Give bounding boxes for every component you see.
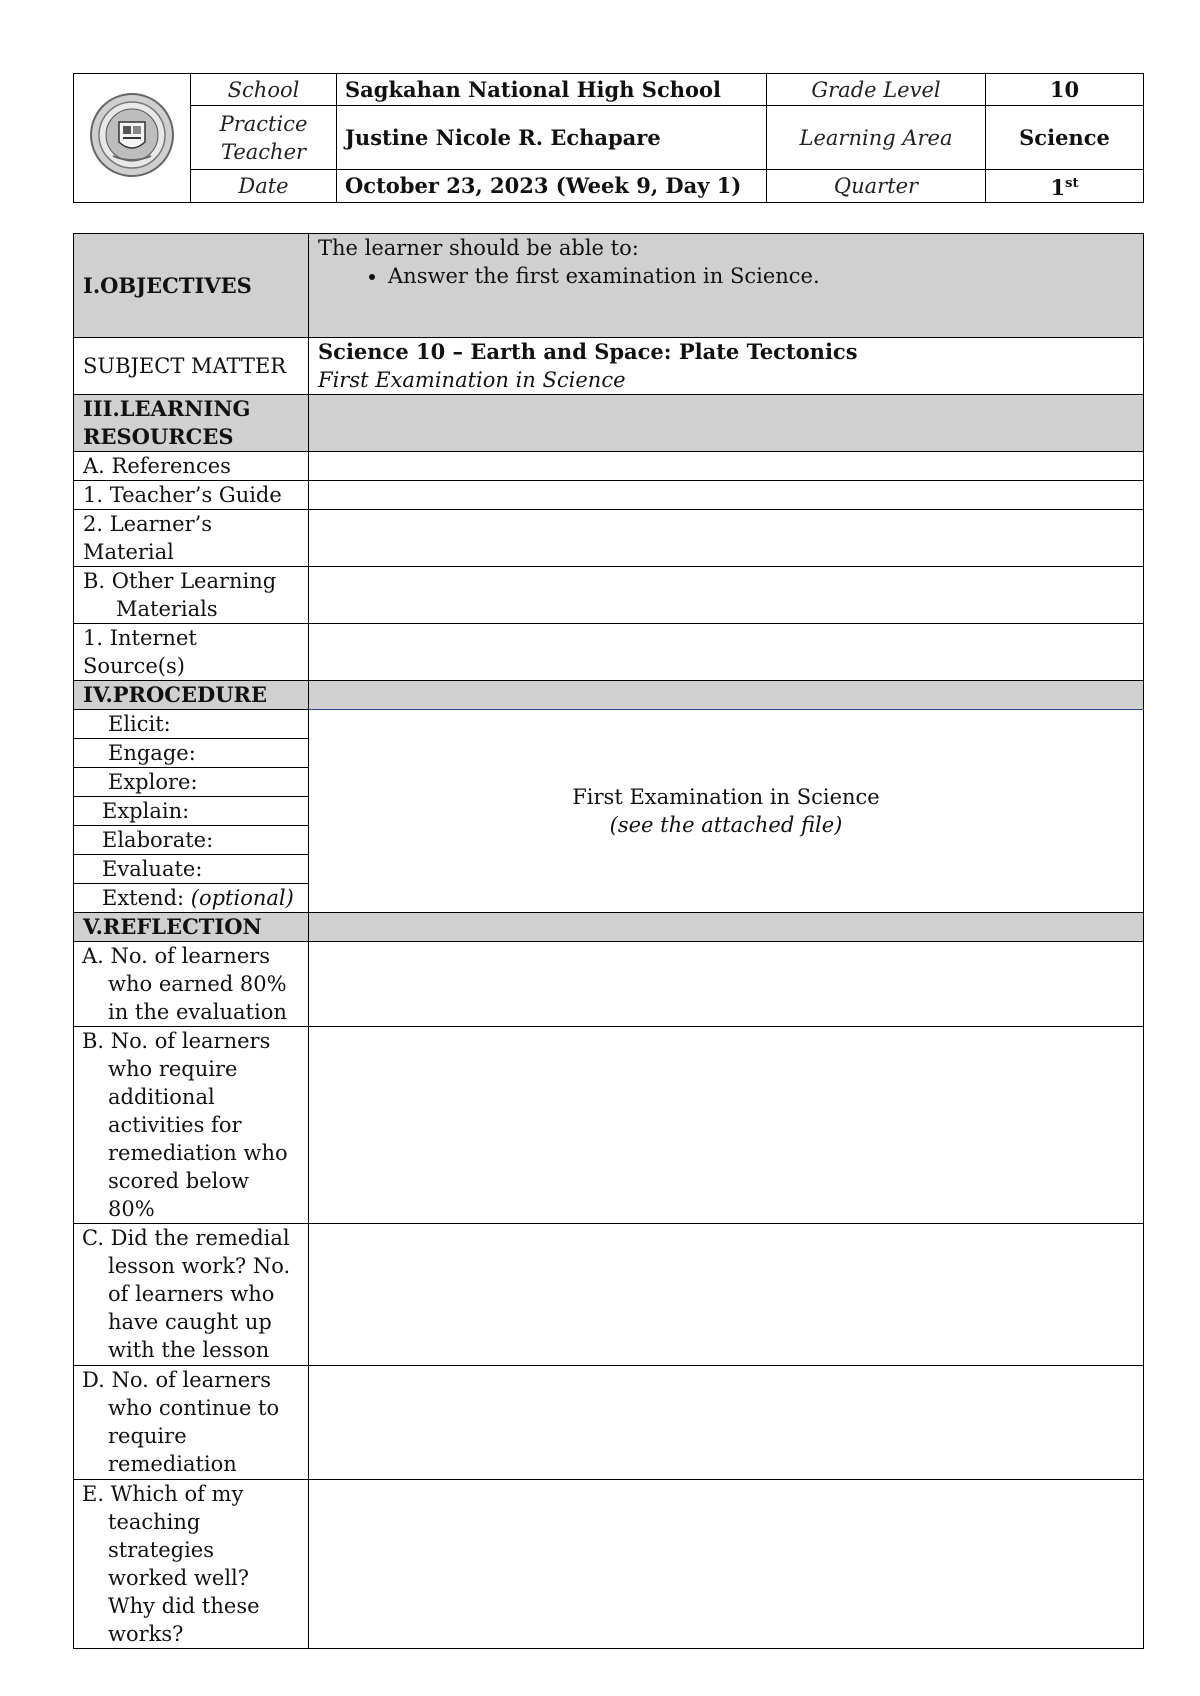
lesson-plan-table	[73, 233, 1144, 1649]
learning-resources-heading	[74, 395, 309, 452]
reflection-heading: V.REFLECTION	[74, 913, 309, 942]
date-label: Date	[191, 170, 337, 203]
references-blank	[309, 452, 1144, 481]
objective-item: • Answer the first examination in Science.	[388, 262, 1134, 290]
procedure-heading: IV.PROCEDURE	[74, 681, 309, 710]
objectives-content	[309, 234, 1144, 338]
other-materials-label	[74, 567, 309, 624]
subject-matter-heading: SUBJECT MATTER	[74, 338, 309, 395]
practice-teacher-label	[191, 106, 337, 170]
reflection-item-b: B. No. of learners who require additional activities for remediation who scored below 80%	[74, 1027, 309, 1224]
procedure-extend-note: (optional)	[190, 886, 294, 910]
quarter-value	[986, 170, 1144, 203]
learning-resources-heading-line2: RESOURCES	[83, 424, 234, 449]
other-materials-line1: B. Other Learning	[83, 569, 277, 593]
reflection-heading-blank	[309, 913, 1144, 942]
objectives-heading: I.OBJECTIVES	[74, 234, 309, 338]
learning-area-label: Learning Area	[767, 106, 986, 170]
practice-teacher-label-line1: Practice	[219, 111, 308, 136]
reflection-item-a: A. No. of learners who earned 80% in the evaluation	[74, 942, 309, 1027]
references-label: A. References	[74, 452, 309, 481]
date-value: October 23, 2023 (Week 9, Day 1)	[337, 170, 767, 203]
other-materials-blank	[309, 567, 1144, 624]
procedure-elaborate: Elaborate:	[74, 826, 309, 855]
reflection-item-c-blank	[309, 1224, 1144, 1366]
subject-matter-title: Science 10 – Earth and Space: Plate Tectonics	[318, 339, 858, 364]
procedure-content	[309, 710, 1144, 913]
procedure-heading-blank	[309, 681, 1144, 710]
objectives-intro: The learner should be able to:	[318, 236, 639, 260]
procedure-explore: Explore:	[74, 768, 309, 797]
learning-resources-blank	[309, 395, 1144, 452]
teachers-guide-label: 1. Teacher’s Guide	[74, 481, 309, 510]
quarter-suffix: st	[1065, 176, 1079, 191]
practice-teacher-label-line2: Teacher	[220, 139, 307, 164]
objectives-list	[318, 262, 1134, 290]
procedure-elicit: Elicit:	[74, 710, 309, 739]
practice-teacher-value: Justine Nicole R. Echapare	[337, 106, 767, 170]
procedure-extend	[74, 884, 309, 913]
reflection-item-e-blank	[309, 1480, 1144, 1649]
procedure-engage: Engage:	[74, 739, 309, 768]
subject-matter-subtitle: First Examination in Science	[318, 368, 626, 392]
reflection-item-c: C. Did the remedial lesson work? No. of learners who have caught up with the lesson	[74, 1224, 309, 1366]
reflection-item-d: D. No. of learners who continue to require remediation	[74, 1366, 309, 1480]
reflection-item-d-blank	[309, 1366, 1144, 1480]
learners-material-blank	[309, 510, 1144, 567]
learners-material-label: 2. Learner’s Material	[74, 510, 309, 567]
procedure-extend-label: Extend:	[102, 886, 191, 910]
other-materials-line2: Materials	[116, 597, 218, 621]
header-table	[73, 73, 1144, 203]
quarter-number: 1	[1050, 175, 1066, 200]
school-label: School	[191, 74, 337, 106]
school-logo-cell	[74, 74, 191, 203]
learning-area-value: Science	[986, 106, 1144, 170]
grade-level-value: 10	[986, 74, 1144, 106]
internet-sources-label: 1. Internet Source(s)	[74, 624, 309, 681]
procedure-content-line2: (see the attached file)	[609, 813, 843, 837]
reflection-item-e: E. Which of my teaching strategies worked well? Why did these works?	[74, 1480, 309, 1649]
quarter-label: Quarter	[767, 170, 986, 203]
subject-matter-content	[309, 338, 1144, 395]
learning-resources-heading-line1: III.LEARNING	[83, 396, 251, 421]
internet-sources-blank	[309, 624, 1144, 681]
school-seal-icon	[89, 92, 175, 178]
teachers-guide-blank	[309, 481, 1144, 510]
procedure-evaluate: Evaluate:	[74, 855, 309, 884]
procedure-explain: Explain:	[74, 797, 309, 826]
school-value: Sagkahan National High School	[337, 74, 767, 106]
reflection-item-a-blank	[309, 942, 1144, 1027]
procedure-content-line1: First Examination in Science	[572, 785, 880, 809]
reflection-item-b-blank	[309, 1027, 1144, 1224]
grade-level-label: Grade Level	[767, 74, 986, 106]
